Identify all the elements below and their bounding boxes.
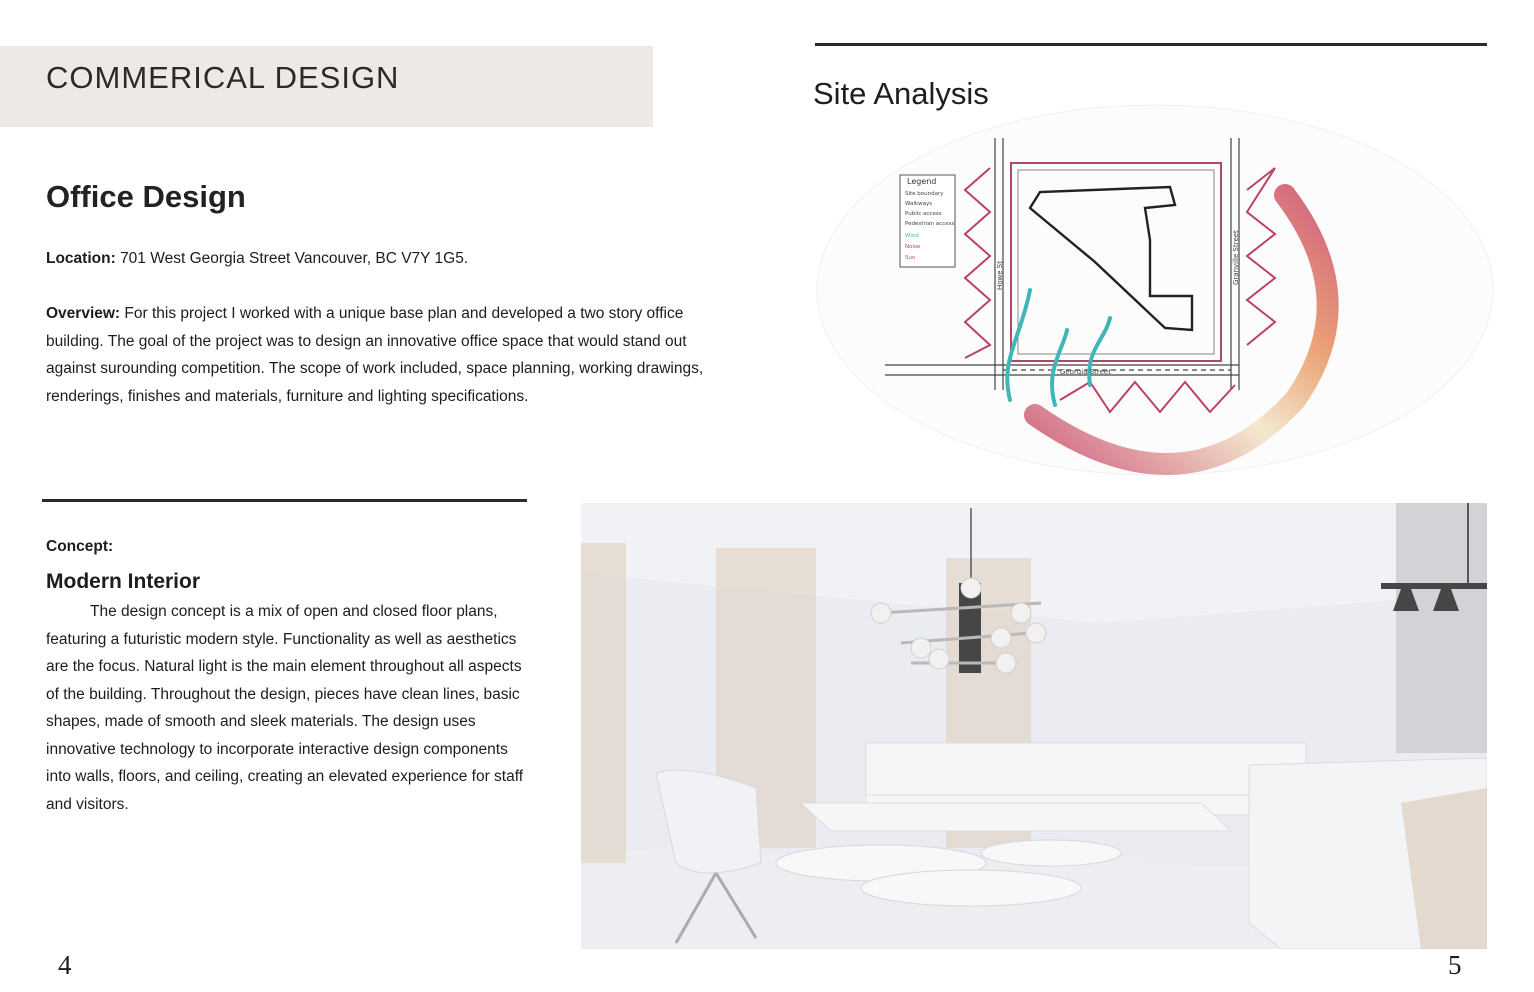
overview-text: For this project I worked with a unique base plan and developed a two story office building. The goal of the project was to design an innovative office space that would stand out against surounding competition. The scope of work included, space planning, working drawings, renderings, finishes and materials, furniture and lighting specifications.: [46, 305, 704, 405]
overview-label: Overview:: [46, 305, 121, 322]
legend-item: Walkways: [905, 201, 933, 207]
location-paragraph: [46, 245, 686, 273]
legend-item: Sun: [905, 255, 916, 261]
sketch-background: [817, 105, 1493, 475]
legend: [900, 175, 955, 267]
concept-text: The design concept is a mix of open and closed floor plans, featuring a futuristic modern style. Functionality as well as aesthetics are the focus. Natural light is the main element throughout all aspects of the building. Throughout the design, pieces have clean lines, basic shapes, made of smooth and sleek materials. The design uses innovative technology to incorporate interactive design components into walls, floors, and ceiling, creating an elevated experience for staff and visitors.: [46, 603, 524, 813]
street-label: Georgia Street: [1060, 368, 1111, 376]
street-label: Granville Street: [1232, 230, 1240, 285]
concept-title: Modern Interior: [46, 570, 201, 593]
page-number-right: 5: [1448, 950, 1462, 980]
project-title: Office Design: [46, 179, 246, 214]
page-number-left: 4: [58, 950, 72, 980]
legend-item: Wind: [905, 233, 919, 239]
street-label: Howe St: [996, 261, 1004, 290]
interior-rendering: [581, 503, 1487, 949]
site-analysis-title: Site Analysis: [813, 76, 989, 111]
legend-title: Legend: [907, 177, 937, 186]
legend-item: Site boundary: [905, 191, 944, 197]
concept-label: Concept:: [46, 538, 114, 555]
render-haze: [581, 503, 1487, 949]
legend-item: Noise: [905, 244, 921, 250]
legend-item: Pedestrian access: [905, 221, 955, 227]
site-analysis-sketch: [805, 100, 1495, 490]
section-title: COMMERICAL DESIGN: [46, 60, 400, 95]
concept-paragraph: [46, 598, 526, 818]
legend-item: Public access: [905, 211, 942, 217]
location-label: Location:: [46, 250, 116, 267]
divider-right: [815, 43, 1487, 46]
location-value: 701 West Georgia Street Vancouver, BC V7Y 1G5.: [120, 250, 469, 267]
divider-left: [42, 499, 527, 502]
overview-paragraph: [46, 300, 706, 410]
